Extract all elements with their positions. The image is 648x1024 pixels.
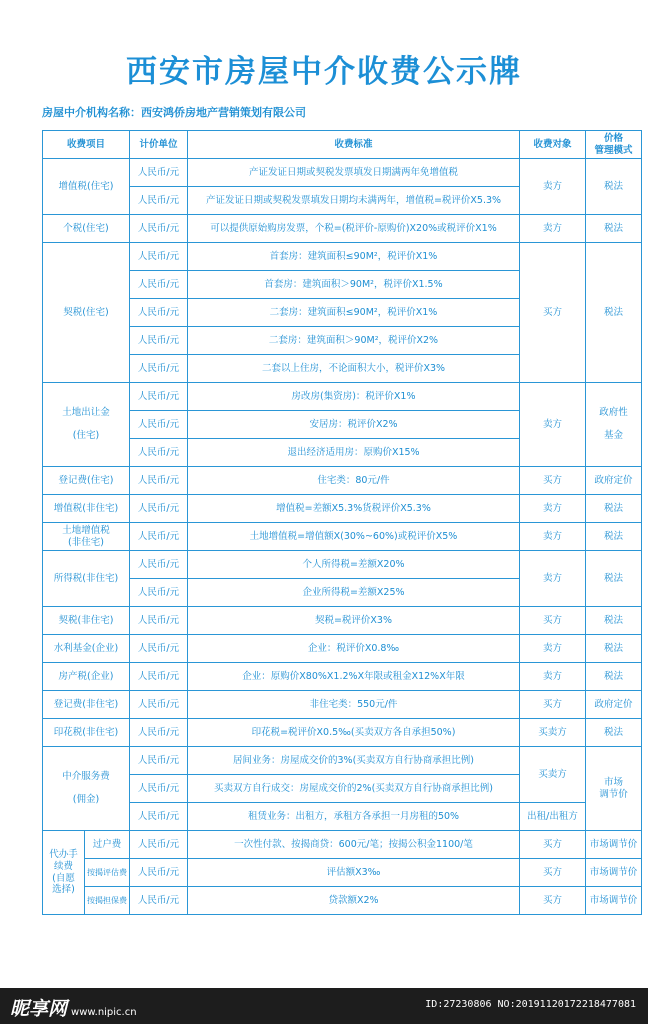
standard-cell: 贷款额X2% [188,887,520,915]
table-row [43,747,642,775]
unit-cell: 人民币/元 [130,495,188,523]
item-name: 代办手 续费 (自愿 选择) [43,831,85,915]
mode-cell: 市场 调节价 [586,747,642,831]
unit-cell: 人民币/元 [130,775,188,803]
target-cell: 买方 [520,607,586,635]
target-cell: 卖方 [520,159,586,215]
standard-cell: 退出经济适用房：原购价X15% [188,439,520,467]
unit-cell: 人民币/元 [130,439,188,467]
item-name: 登记费(非住宅) [43,691,130,719]
standard-cell: 房改房(集资房)：税评价X1% [188,383,520,411]
target-cell: 卖方 [520,383,586,467]
table-row [43,887,642,915]
item-name: 印花税(非住宅) [43,719,130,747]
sub-item-name: 按揭评估费 [85,859,130,887]
mode-cell: 税法 [586,495,642,523]
unit-cell: 人民币/元 [130,551,188,579]
table-row [43,691,642,719]
unit-cell: 人民币/元 [130,719,188,747]
target-cell: 卖方 [520,495,586,523]
unit-cell: 人民币/元 [130,411,188,439]
mode-cell: 税法 [586,215,642,243]
table-row [43,467,642,495]
header-price-mode: 价格 管理模式 [586,131,642,159]
standard-cell: 印花税=税评价X0.5‰(买卖双方各自承担50%) [188,719,520,747]
mode-cell: 税法 [586,243,642,383]
unit-cell: 人民币/元 [130,579,188,607]
unit-cell: 人民币/元 [130,271,188,299]
standard-cell: 企业所得税=差额X25% [188,579,520,607]
watermark-bar [0,988,648,1024]
table-row [43,803,642,831]
target-cell: 买方 [520,887,586,915]
standard-cell: 安居房：税评价X2% [188,411,520,439]
sub-item-name: 过户费 [85,831,130,859]
standard-cell: 居间业务：房屋成交价的3%(买卖双方自行协商承担比例) [188,747,520,775]
unit-cell: 人民币/元 [130,299,188,327]
table-row [43,215,642,243]
standard-cell: 一次性付款、按揭商贷：600元/笔；按揭公积金1100/笔 [188,831,520,859]
unit-cell: 人民币/元 [130,803,188,831]
mode-cell: 税法 [586,719,642,747]
unit-cell: 人民币/元 [130,523,188,551]
standard-cell: 可以提供原始购房发票，个税=(税评价-原购价)X20%或税评价X1% [188,215,520,243]
unit-cell: 人民币/元 [130,831,188,859]
mode-cell: 税法 [586,663,642,691]
mode-cell: 政府性 基金 [586,383,642,467]
agency-name: 西安鸿侨房地产营销策划有限公司 [141,106,306,119]
standard-cell: 个人所得税=差额X20% [188,551,520,579]
mode-cell: 税法 [586,551,642,607]
unit-cell: 人民币/元 [130,859,188,887]
standard-cell: 二套以上住房，不论面积大小，税评价X3% [188,355,520,383]
target-cell: 卖方 [520,215,586,243]
unit-cell: 人民币/元 [130,159,188,187]
standard-cell: 买卖双方自行成交：房屋成交价的2%(买卖双方自行协商承担比例) [188,775,520,803]
mode-cell: 税法 [586,635,642,663]
unit-cell: 人民币/元 [130,327,188,355]
unit-cell: 人民币/元 [130,187,188,215]
fee-table [42,130,642,915]
sub-item-name: 按揭担保费 [85,887,130,915]
watermark-meta: ID:27230806 NO:20191120172218477081 [425,999,636,1010]
standard-cell: 非住宅类：550元/件 [188,691,520,719]
table-row [43,831,642,859]
header-target: 收费对象 [520,131,586,159]
mode-cell: 政府定价 [586,467,642,495]
mode-cell: 市场调节价 [586,859,642,887]
target-cell: 出租/出租方 [520,803,586,831]
agency-line [42,104,306,120]
standard-cell: 首套房：建筑面积＞90M²，税评价X1.5% [188,271,520,299]
target-cell: 买卖方 [520,719,586,747]
target-cell: 卖方 [520,523,586,551]
standard-cell: 土地增值税=增值额X(30%~60%)或税评价X5% [188,523,520,551]
standard-cell: 二套房：建筑面积≤90M²，税评价X1% [188,299,520,327]
item-name: 个税(住宅) [43,215,130,243]
mode-cell: 政府定价 [586,691,642,719]
item-name: 土地出让金 (住宅) [43,383,130,467]
unit-cell: 人民币/元 [130,467,188,495]
table-row [43,383,642,411]
target-cell: 买方 [520,859,586,887]
unit-cell: 人民币/元 [130,747,188,775]
item-name: 所得税(非住宅) [43,551,130,607]
watermark-logo: 昵享网 www.nipic.cn [10,998,137,1020]
item-name: 土地增值税 (非住宅) [43,523,130,551]
unit-cell: 人民币/元 [130,243,188,271]
standard-cell: 首套房：建筑面积≤90M²，税评价X1% [188,243,520,271]
table-row [43,551,642,579]
standard-cell: 住宅类：80元/件 [188,467,520,495]
standard-cell: 产证发证日期或契税发票填发日期满两年免增值税 [188,159,520,187]
unit-cell: 人民币/元 [130,635,188,663]
unit-cell: 人民币/元 [130,215,188,243]
table-row [43,635,642,663]
standard-cell: 契税=税评价X3% [188,607,520,635]
item-name: 水利基金(企业) [43,635,130,663]
table-header-row [43,131,642,159]
header-unit: 计价单位 [130,131,188,159]
target-cell: 卖方 [520,551,586,607]
standard-cell: 租赁业务：出租方，承租方各承担一月房租的50% [188,803,520,831]
target-cell: 买方 [520,691,586,719]
watermark-url: www.nipic.cn [71,1007,137,1018]
table-row [43,859,642,887]
unit-cell: 人民币/元 [130,355,188,383]
mode-cell: 税法 [586,159,642,215]
standard-cell: 企业：税评价X0.8‰ [188,635,520,663]
target-cell: 卖方 [520,635,586,663]
item-name: 中介服务费 (佣金) [43,747,130,831]
standard-cell: 评估额X3‰ [188,859,520,887]
unit-cell: 人民币/元 [130,691,188,719]
target-cell: 卖方 [520,663,586,691]
item-name: 房产税(企业) [43,663,130,691]
target-cell: 买卖方 [520,747,586,803]
agency-label: 房屋中介机构名称： [42,106,141,119]
item-name: 契税(非住宅) [43,607,130,635]
target-cell: 买方 [520,243,586,383]
table-row [43,243,642,271]
mode-cell: 税法 [586,523,642,551]
mode-cell: 税法 [586,607,642,635]
table-row [43,607,642,635]
mode-cell: 市场调节价 [586,831,642,859]
unit-cell: 人民币/元 [130,607,188,635]
standard-cell: 产证发证日期或契税发票填发日期均未满两年，增值税=税评价X5.3% [188,187,520,215]
item-name: 增值税(非住宅) [43,495,130,523]
target-cell: 买方 [520,831,586,859]
item-name: 契税(住宅) [43,243,130,383]
standard-cell: 增值税=差额X5.3%货税评价X5.3% [188,495,520,523]
standard-cell: 企业：原购价X80%X1.2%X年限或租金X12%X年限 [188,663,520,691]
table-row [43,495,642,523]
table-row [43,159,642,187]
unit-cell: 人民币/元 [130,887,188,915]
header-standard: 收费标准 [188,131,520,159]
unit-cell: 人民币/元 [130,383,188,411]
target-cell: 买方 [520,467,586,495]
table-row [43,523,642,551]
table-row [43,719,642,747]
standard-cell: 二套房：建筑面积＞90M²，税评价X2% [188,327,520,355]
item-name: 增值税(住宅) [43,159,130,215]
unit-cell: 人民币/元 [130,663,188,691]
mode-cell: 市场调节价 [586,887,642,915]
table-row [43,663,642,691]
header-item: 收费项目 [43,131,130,159]
page-title: 西安市房屋中介收费公示牌 [126,54,522,90]
item-name: 登记费(住宅) [43,467,130,495]
